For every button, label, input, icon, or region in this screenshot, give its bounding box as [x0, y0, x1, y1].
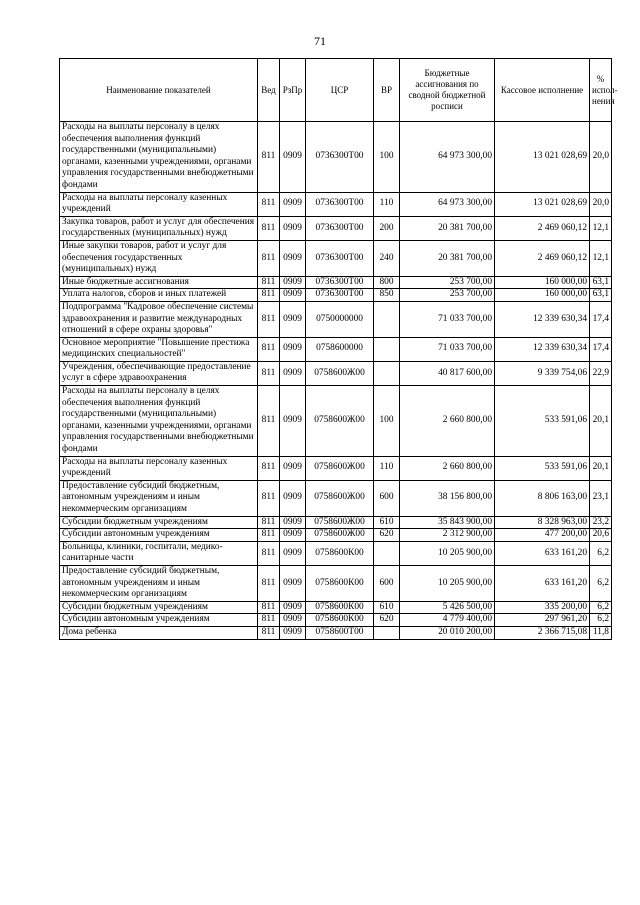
cell-cash: 8 328 963,00	[495, 516, 590, 529]
cell-budget: 5 426 500,00	[400, 601, 495, 614]
cell-rzpr: 0909	[280, 614, 306, 627]
cell-cash: 8 806 163,00	[495, 480, 590, 516]
cell-ved: 811	[258, 601, 280, 614]
cell-cash: 335 200,00	[495, 601, 590, 614]
cell-vr: 620	[374, 529, 400, 542]
cell-rzpr: 0909	[280, 541, 306, 565]
cell-name: Предоставление субсидий бюджетным, автономным учреждениям и иным некоммерческим организациям	[60, 565, 258, 601]
cell-ved: 811	[258, 301, 280, 337]
table-row	[60, 541, 612, 565]
table-row	[60, 361, 612, 385]
cell-pct: 23,1	[590, 480, 612, 516]
cell-csr: 0758600Ж00	[306, 361, 374, 385]
cell-csr: 0758600К00	[306, 614, 374, 627]
cell-vr: 100	[374, 386, 400, 457]
cell-csr: 0736300Т00	[306, 276, 374, 289]
cell-budget: 20 381 700,00	[400, 240, 495, 276]
cell-pct: 20,6	[590, 529, 612, 542]
cell-csr: 0758600Ж00	[306, 386, 374, 457]
cell-vr	[374, 361, 400, 385]
cell-vr: 600	[374, 565, 400, 601]
budget-execution-table	[59, 58, 618, 640]
cell-ved: 811	[258, 565, 280, 601]
cell-ved: 811	[258, 516, 280, 529]
cell-cash: 533 591,06	[495, 386, 590, 457]
cell-vr: 600	[374, 480, 400, 516]
cell-rzpr: 0909	[280, 216, 306, 240]
cell-csr: 0758600К00	[306, 565, 374, 601]
table-header-row	[60, 59, 612, 122]
cell-ved: 811	[258, 337, 280, 361]
cell-name: Субсидии бюджетным учреждениям	[60, 601, 258, 614]
cell-name: Иные бюджетные ассигнования	[60, 276, 258, 289]
cell-budget: 35 843 900,00	[400, 516, 495, 529]
cell-ved: 811	[258, 614, 280, 627]
cell-pct: 20,1	[590, 456, 612, 480]
cell-ved: 811	[258, 361, 280, 385]
table-row	[60, 289, 612, 302]
cell-rzpr: 0909	[280, 301, 306, 337]
cell-vr: 850	[374, 289, 400, 302]
cell-pct: 17,4	[590, 337, 612, 361]
cell-budget: 10 205 900,00	[400, 541, 495, 565]
cell-cash: 13 021 028,69	[495, 122, 590, 193]
cell-name: Субсидии бюджетным учреждениям	[60, 516, 258, 529]
cell-ved: 811	[258, 216, 280, 240]
cell-name: Закупка товаров, работ и услуг для обеспечения государственных (муниципальных) нужд	[60, 216, 258, 240]
cell-rzpr: 0909	[280, 516, 306, 529]
cell-rzpr: 0909	[280, 240, 306, 276]
cell-ved: 811	[258, 122, 280, 193]
cell-name: Предоставление субсидий бюджетным, автономным учреждениям и иным некоммерческим организациям	[60, 480, 258, 516]
table-row	[60, 122, 612, 193]
cell-cash: 633 161,20	[495, 541, 590, 565]
cell-vr: 610	[374, 516, 400, 529]
cell-vr: 620	[374, 614, 400, 627]
cell-rzpr: 0909	[280, 122, 306, 193]
cell-ved: 811	[258, 456, 280, 480]
cell-pct: 17,4	[590, 301, 612, 337]
cell-cash: 2 469 060,12	[495, 240, 590, 276]
table-row	[60, 480, 612, 516]
cell-csr: 0758600Ж00	[306, 456, 374, 480]
header-pct: % испол-нения	[590, 59, 612, 122]
cell-pct: 20,1	[590, 386, 612, 457]
cell-ved: 811	[258, 626, 280, 639]
cell-rzpr: 0909	[280, 276, 306, 289]
cell-vr: 110	[374, 192, 400, 216]
cell-pct: 22,9	[590, 361, 612, 385]
cell-vr: 100	[374, 122, 400, 193]
cell-pct: 6,2	[590, 565, 612, 601]
cell-vr	[374, 337, 400, 361]
cell-ved: 811	[258, 289, 280, 302]
cell-vr	[374, 541, 400, 565]
cell-name: Расходы на выплаты персоналу казенных учреждений	[60, 192, 258, 216]
table-row	[60, 614, 612, 627]
cell-name: Расходы на выплаты персоналу в целях обеспечения выполнения функций государственными (муниципальными) органами, казенными учреждениями, органами управления государственными внебюджетными фондами	[60, 386, 258, 457]
cell-name: Расходы на выплаты персоналу в целях обеспечения выполнения функций государственными (муниципальными) органами, казенными учреждениями, органами управления государственными внебюджетными фондами	[60, 122, 258, 193]
cell-ved: 811	[258, 480, 280, 516]
table-row	[60, 565, 612, 601]
cell-rzpr: 0909	[280, 386, 306, 457]
cell-name: Иные закупки товаров, работ и услуг для обеспечения государственных (муниципальных) нужд	[60, 240, 258, 276]
cell-rzpr: 0909	[280, 480, 306, 516]
cell-name: Больницы, клиники, госпитали, медико-санитарные части	[60, 541, 258, 565]
cell-ved: 811	[258, 276, 280, 289]
cell-pct: 63,1	[590, 289, 612, 302]
cell-rzpr: 0909	[280, 192, 306, 216]
cell-csr: 0758600Ж00	[306, 480, 374, 516]
cell-csr: 0758600К00	[306, 601, 374, 614]
cell-cash: 633 161,20	[495, 565, 590, 601]
cell-cash: 2 469 060,12	[495, 216, 590, 240]
cell-rzpr: 0909	[280, 529, 306, 542]
table-row	[60, 216, 612, 240]
table-row	[60, 276, 612, 289]
table-row	[60, 240, 612, 276]
cell-rzpr: 0909	[280, 289, 306, 302]
cell-name: Учреждения, обеспечивающие предоставление услуг в сфере здравоохранения	[60, 361, 258, 385]
cell-csr: 0736300Т00	[306, 289, 374, 302]
cell-cash: 12 339 630,34	[495, 337, 590, 361]
cell-vr: 610	[374, 601, 400, 614]
cell-vr: 110	[374, 456, 400, 480]
cell-budget: 253 700,00	[400, 276, 495, 289]
table-row	[60, 456, 612, 480]
cell-csr: 0736300Т00	[306, 122, 374, 193]
cell-pct: 11,8	[590, 626, 612, 639]
table-row	[60, 516, 612, 529]
cell-cash: 477 200,00	[495, 529, 590, 542]
cell-budget: 64 973 300,00	[400, 192, 495, 216]
cell-name: Уплата налогов, сборов и иных платежей	[60, 289, 258, 302]
cell-ved: 811	[258, 240, 280, 276]
header-ved: Вед	[258, 59, 280, 122]
cell-budget: 2 660 800,00	[400, 386, 495, 457]
cell-ved: 811	[258, 386, 280, 457]
cell-rzpr: 0909	[280, 601, 306, 614]
header-rzpr: РзПр	[280, 59, 306, 122]
cell-name: Субсидии автономным учреждениям	[60, 614, 258, 627]
cell-rzpr: 0909	[280, 337, 306, 361]
cell-vr: 200	[374, 216, 400, 240]
header-csr: ЦСР	[306, 59, 374, 122]
cell-rzpr: 0909	[280, 456, 306, 480]
cell-cash: 533 591,06	[495, 456, 590, 480]
cell-budget: 71 033 700,00	[400, 337, 495, 361]
cell-budget: 38 156 800,00	[400, 480, 495, 516]
cell-budget: 20 010 200,00	[400, 626, 495, 639]
cell-ved: 811	[258, 192, 280, 216]
table-row	[60, 301, 612, 337]
cell-name: Расходы на выплаты персоналу казенных учреждений	[60, 456, 258, 480]
cell-csr: 0758600Т00	[306, 626, 374, 639]
header-vr: ВР	[374, 59, 400, 122]
cell-csr: 0758600К00	[306, 541, 374, 565]
cell-budget: 10 205 900,00	[400, 565, 495, 601]
cell-csr: 0736300Т00	[306, 240, 374, 276]
table-row	[60, 626, 612, 639]
cell-csr: 0758600000	[306, 337, 374, 361]
cell-pct: 6,2	[590, 601, 612, 614]
table-row	[60, 386, 612, 457]
cell-csr: 0758600Ж00	[306, 516, 374, 529]
cell-rzpr: 0909	[280, 565, 306, 601]
cell-vr	[374, 626, 400, 639]
cell-cash: 9 339 754,06	[495, 361, 590, 385]
cell-pct: 20,0	[590, 122, 612, 193]
cell-name: Основное мероприятие "Повышение престижа медицинских специальностей"	[60, 337, 258, 361]
cell-pct: 23,2	[590, 516, 612, 529]
cell-pct: 63,1	[590, 276, 612, 289]
cell-budget: 2 312 900,00	[400, 529, 495, 542]
cell-vr: 240	[374, 240, 400, 276]
header-budget: Бюджетные ассигнования по сводной бюджетной росписи	[400, 59, 495, 122]
cell-budget: 64 973 300,00	[400, 122, 495, 193]
cell-pct: 6,2	[590, 614, 612, 627]
cell-pct: 12,1	[590, 216, 612, 240]
cell-budget: 4 779 400,00	[400, 614, 495, 627]
table-body	[60, 122, 612, 640]
cell-pct: 12,1	[590, 240, 612, 276]
cell-cash: 2 366 715,08	[495, 626, 590, 639]
table-row	[60, 601, 612, 614]
cell-name: Субсидии автономным учреждениям	[60, 529, 258, 542]
cell-rzpr: 0909	[280, 361, 306, 385]
cell-cash: 160 000,00	[495, 276, 590, 289]
header-cash: Кассовое исполнение	[495, 59, 590, 122]
cell-ved: 811	[258, 529, 280, 542]
cell-budget: 253 700,00	[400, 289, 495, 302]
cell-ved: 811	[258, 541, 280, 565]
table-row	[60, 529, 612, 542]
cell-cash: 160 000,00	[495, 289, 590, 302]
header-name: Наименование показателей	[60, 59, 258, 122]
cell-rzpr: 0909	[280, 626, 306, 639]
cell-vr	[374, 301, 400, 337]
cell-name: Дома ребенка	[60, 626, 258, 639]
cell-csr: 0750000000	[306, 301, 374, 337]
cell-name: Подпрограмма "Кадровое обеспечение системы здравоохранения и развитие международных отношений в сфере охраны здоровья"	[60, 301, 258, 337]
cell-budget: 20 381 700,00	[400, 216, 495, 240]
cell-budget: 2 660 800,00	[400, 456, 495, 480]
cell-vr: 800	[374, 276, 400, 289]
cell-budget: 71 033 700,00	[400, 301, 495, 337]
page-number: 71	[314, 34, 326, 48]
table-row	[60, 192, 612, 216]
table-row	[60, 337, 612, 361]
cell-pct: 20,0	[590, 192, 612, 216]
cell-csr: 0758600Ж00	[306, 529, 374, 542]
cell-cash: 297 961,20	[495, 614, 590, 627]
cell-csr: 0736300Т00	[306, 216, 374, 240]
cell-cash: 12 339 630,34	[495, 301, 590, 337]
cell-csr: 0736300Т00	[306, 192, 374, 216]
cell-cash: 13 021 028,69	[495, 192, 590, 216]
cell-budget: 40 817 600,00	[400, 361, 495, 385]
cell-pct: 6,2	[590, 541, 612, 565]
